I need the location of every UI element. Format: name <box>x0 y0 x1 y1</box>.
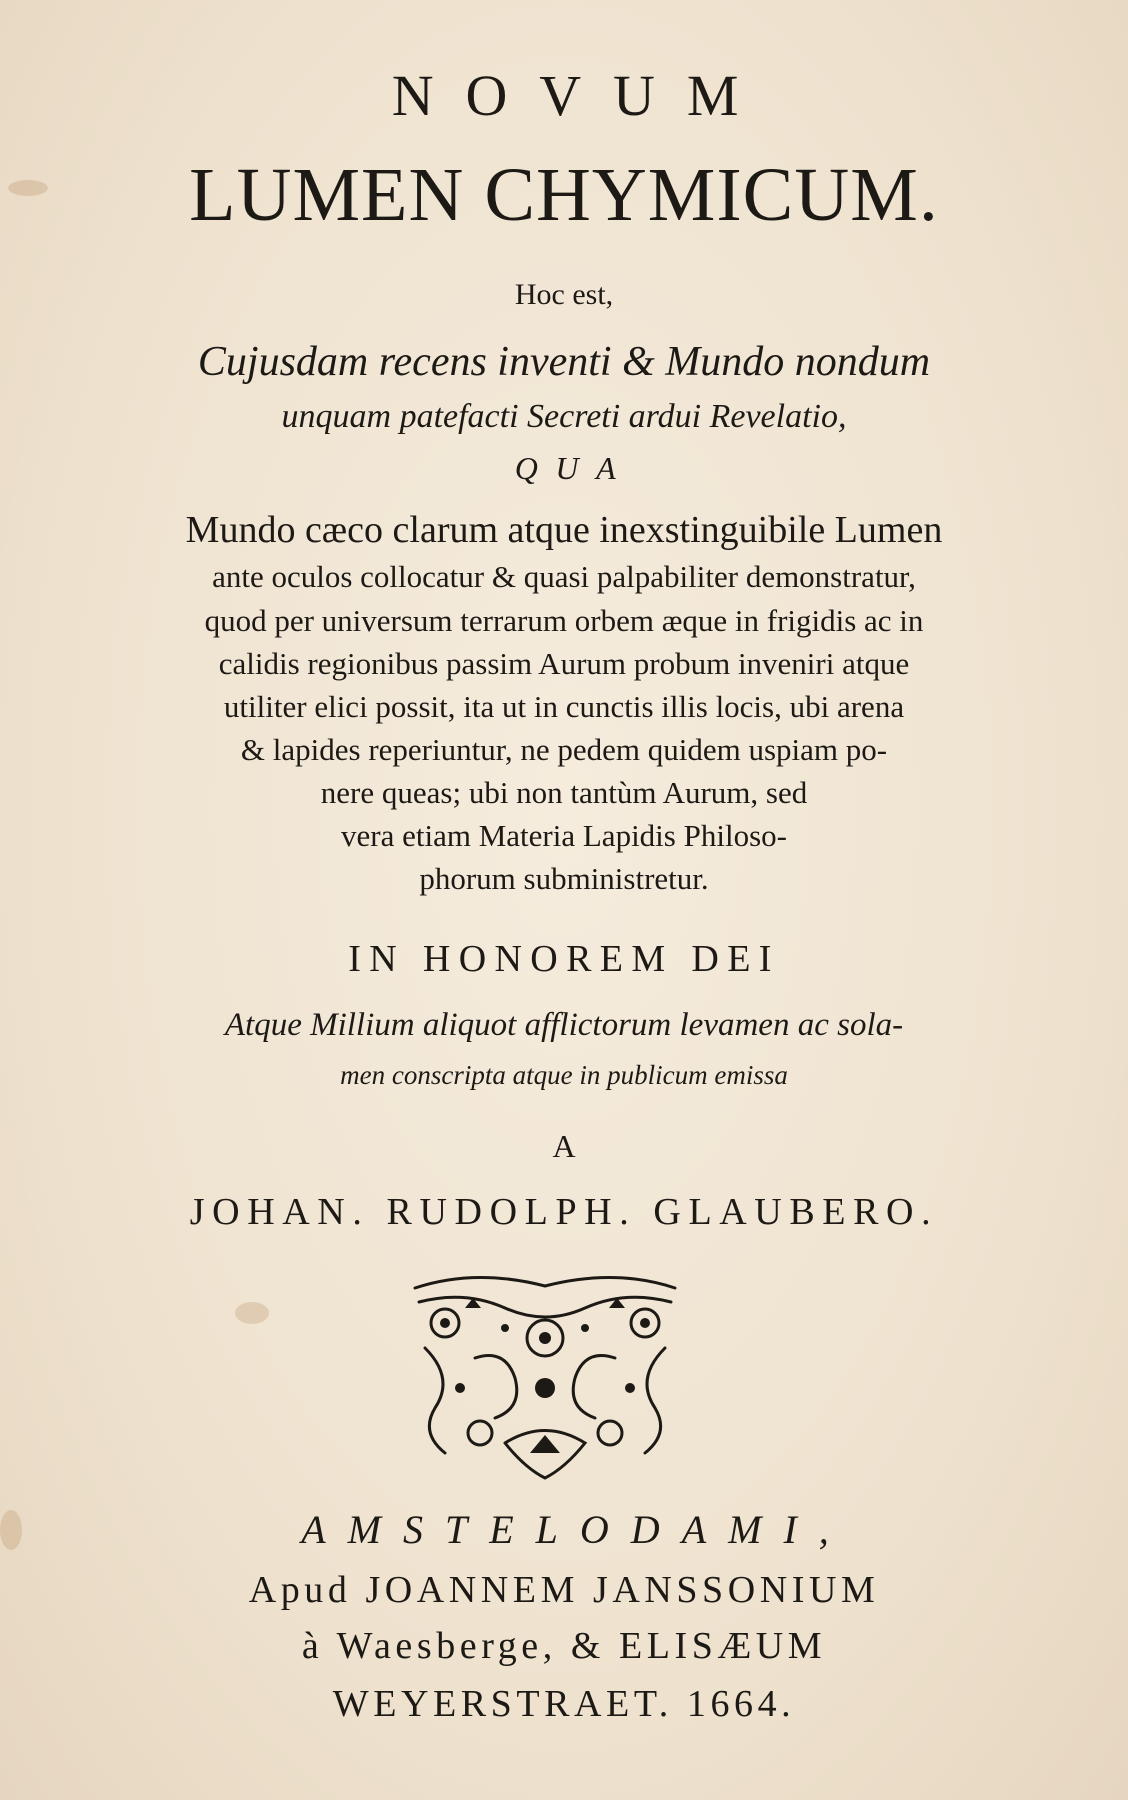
body-line-7: nere queas; ubi non tantùm Aurum, sed <box>320 775 808 810</box>
title-line-qua: QUA <box>514 450 634 486</box>
body-line-3: quod per universum terrarum orbem æque in frigidis ac in <box>204 603 924 638</box>
body-line-6: & lapides reperiuntur, ne pedem quidem uspiam po- <box>240 732 888 767</box>
body-line-1: Mundo cæco clarum atque inexstinguibile Lumen <box>185 509 943 551</box>
body-line-4: calidis regionibus passim Aurum probum inveniri atque <box>218 646 910 681</box>
title-line-novum: NOVUM <box>391 63 771 128</box>
dedication-line-1: Atque Millium aliquot afflictorum levamen ac sola- <box>224 1007 904 1043</box>
imprint-line-3: WEYERSTRAET. 1664. <box>332 1683 796 1725</box>
subtitle-line-2: unquam patefacti Secreti ardui Revelatio, <box>281 398 847 435</box>
title-line-lumen-chymicum: LUMEN CHYMICUM. <box>189 153 939 237</box>
by-line: A <box>552 1128 576 1164</box>
ornamental-woodcut-icon <box>405 1268 685 1483</box>
author-name: JOHAN. RUDOLPH. GLAUBERO. <box>189 1191 939 1233</box>
imprint-line-2: à Waesberge, & ELISÆUM <box>301 1625 827 1667</box>
subtitle-line-1: Cujusdam recens inventi & Mundo nondum <box>197 339 931 385</box>
dedication-line-2: men conscripta atque in publicum emissa <box>340 1060 788 1090</box>
imprint-line-1: Apud JOANNEM JANSSONIUM <box>248 1569 880 1611</box>
foxing-stain <box>235 1302 269 1324</box>
body-line-9: phorum subministretur. <box>419 861 709 896</box>
title-line-hoc-est: Hoc est, <box>514 278 614 311</box>
body-line-2: ante oculos collocatur & quasi palpabiliter demonstratur, <box>212 559 916 594</box>
imprint-place: AMSTELODAMI, <box>301 1507 851 1552</box>
body-line-5: utiliter elici possit, ita ut in cunctis illis locis, ubi arena <box>223 689 905 724</box>
body-line-8: vera etiam Materia Lapidis Philoso- <box>341 818 787 853</box>
dedication-heading: IN HONOREM DEI <box>348 938 780 980</box>
